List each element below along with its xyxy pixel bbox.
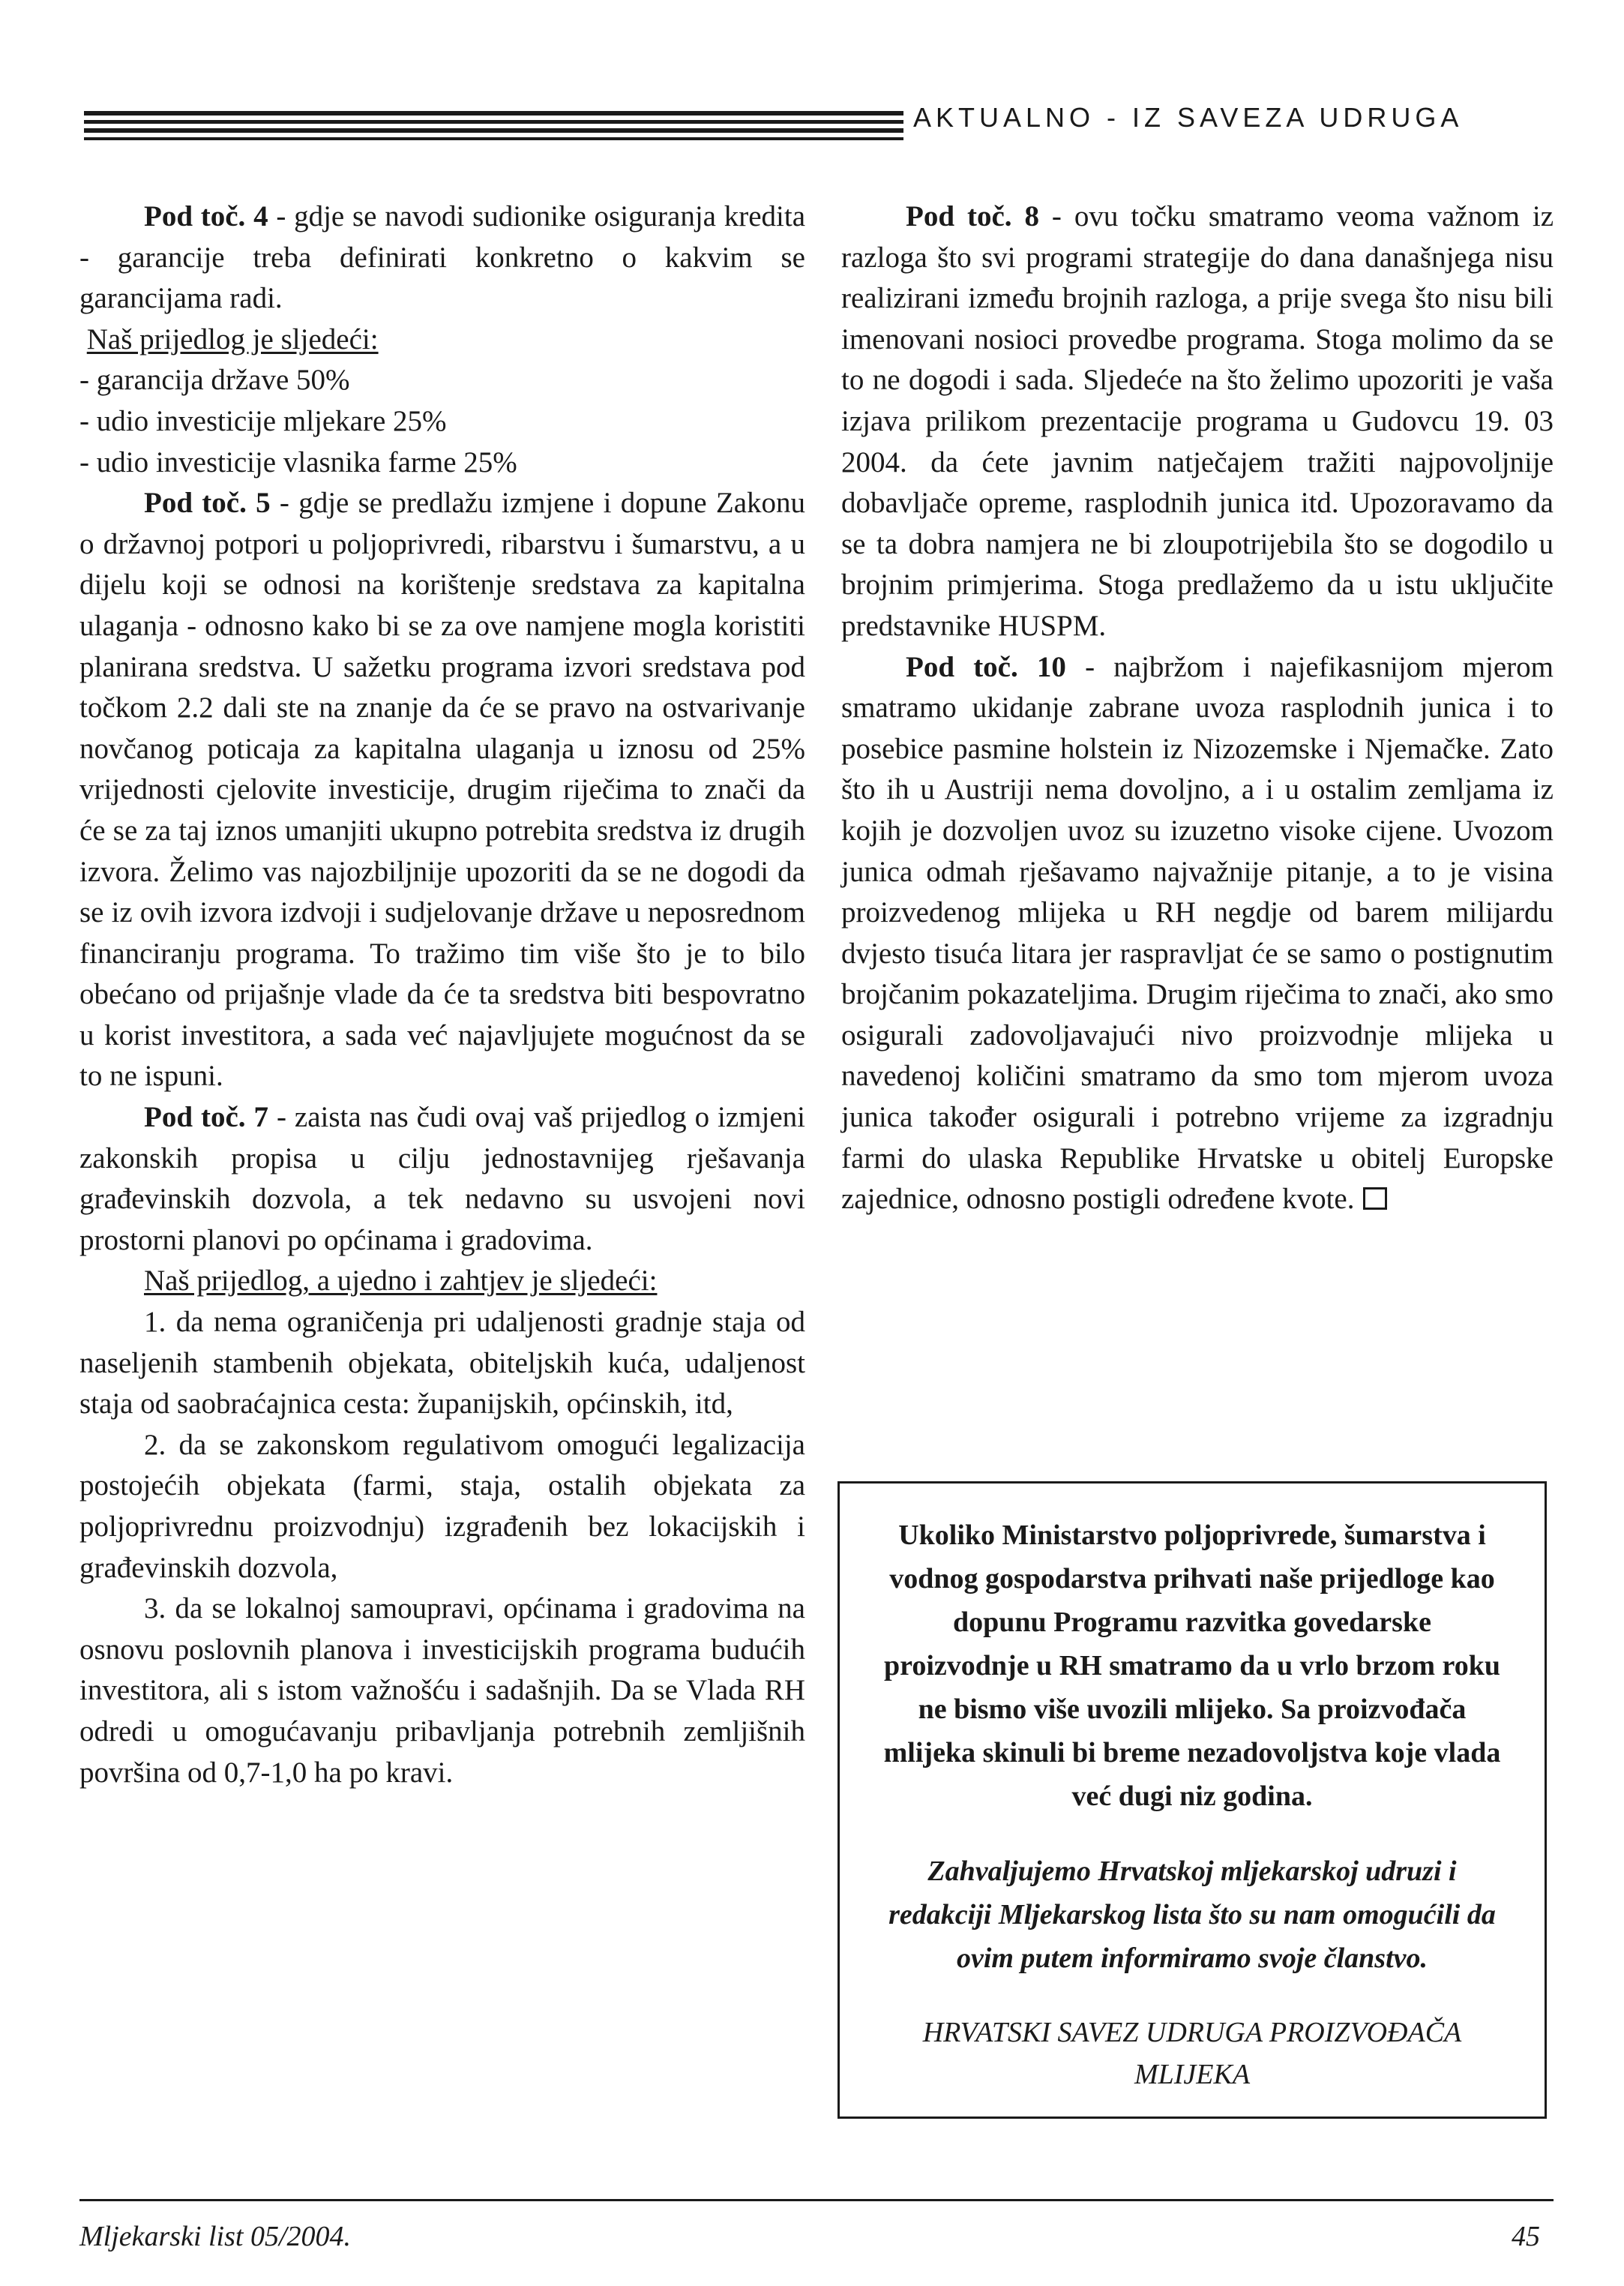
point-4-label: Pod toč. 4 xyxy=(144,200,268,232)
right-column xyxy=(841,196,1554,1220)
header-rules xyxy=(84,111,903,140)
left-column xyxy=(79,196,805,1793)
notice-signature: HRVATSKI SAVEZ UDRUGA PROIZVOĐAČA MLIJEKA xyxy=(922,2017,1462,2090)
demand-heading-text: Naš prijedlog, a ujedno i zahtjev je sljedeći: xyxy=(144,1264,658,1298)
bullet-item: - udio investicije vlasnika farme 25% xyxy=(79,446,517,478)
section-title: AKTUALNO - IZ SAVEZA UDRUGA xyxy=(913,102,1464,133)
numbered-item: 1. da nema ograničenja pri udaljenosti gradnje staja od naseljenih stambenih objekata, obiteljskih kuća, udaljenost staja od saobraćajnica cesta: županijskih, općinskih, itd, xyxy=(79,1306,805,1420)
numbered-item: 3. da se lokalnoj samoupravi, općinama i gradovima na osnovu poslovnih planova i investicijskih programa budućih investitora, ali s istom važnošću i sadašnjih. Da se Vlada RH odredi u omogućavanju pribavljanja potrebnih zemljišnih površina od 0,7-1,0 ha po kravi. xyxy=(79,1592,805,1789)
numbered-item: 2. da se zakonskom regulativom omogući legalizacija postojećih objekata (farmi, staja, ostalih objekata za poljoprivrednu proizvodnju) izgrađenih bez lokacijskih i građevinskih dozvola, xyxy=(79,1428,805,1584)
bullet-item: - garancija države 50% xyxy=(79,364,350,397)
notice-thanks: Zahvaljujemo Hrvatskoj mljekarskoj udruzi i redakciji Mljekarskog lista što su nam omogućili da ovim putem informiramo svoje članstvo. xyxy=(888,1856,1496,1974)
paragraph-point-8 xyxy=(841,196,1554,647)
point-8-label: Pod toč. 8 xyxy=(906,200,1039,232)
page-number: 45 xyxy=(1512,2221,1540,2252)
notice-box xyxy=(837,1481,1547,2119)
paragraph-point-5 xyxy=(79,483,805,1097)
point-8-text: - ovu točku smatramo veoma važnom iz razloga što svi programi strategije do dana današnjega nisu realizirani između brojnih razloga, a prije svega što nisu bili imenovani nosioci provedbe programa. Stoga molimo da se to ne dogodi i sada. Sljedeće na što želimo upozoriti je vaša izjava prilikom prezentacije programa u Gudovcu 19. 03 2004. da ćete javnim natječajem tražiti najpovoljnije dobavljače opreme, rasplodnih junica itd. Upozoravamo da se ta dobra namjera ne bi zloupotrijebila što se dogodilo u brojnim primjerima. Stoga predlažemo da u istu uključite predstavnike HUSPM. xyxy=(841,200,1554,642)
paragraph-point-10 xyxy=(841,647,1554,1220)
paragraph-point-4 xyxy=(79,196,805,320)
publication-name: Mljekarski list 05/2004. xyxy=(79,2221,352,2252)
proposal-heading xyxy=(79,320,805,361)
point-7-label: Pod toč. 7 xyxy=(144,1101,268,1134)
paragraph-point-7 xyxy=(79,1097,805,1261)
footer-rule xyxy=(79,2199,1554,2201)
bullet-item: - udio investicije mljekare 25% xyxy=(79,404,447,437)
proposal-heading-text: Naš prijedlog je sljedeći: xyxy=(86,322,379,356)
demand-heading xyxy=(79,1261,805,1302)
point-5-label: Pod toč. 5 xyxy=(144,487,271,520)
point-5-text: - gdje se predlažu izmjene i dopune Zakonu o državnoj potpori u poljoprivredi, ribarstvu i šumarstvu, a u dijelu koji se odnosi na korištenje sredstava za kapitalna ulaganja - odnosno kako bi se za ove namjene mogla koristiti planirana sredstva. U sažetku programa izvori sredstava pod točkom 2.2 dali ste na znanje da će se pravo na ostvarivanje novčanog poticaja za kapitalna ulaganja u iznosu od 25% vrijednosti cjelovite investicije, drugim riječima to znači da će se za taj iznos umanjiti ukupno potrebita sredstva iz drugih izvora. Želimo vas najozbiljnije upozoriti da se ne dogodi da se iz ovih izvora izdvoji i sudjelovanje države u neposrednom financiranju programa. To tražimo tim više što je to bilo obećano od prijašnje vlade da će ta sredstva biti bespovratno u korist investitora, a sada već najavljujete mogućnost da se to ne ispuni. xyxy=(79,487,806,1093)
end-of-article-icon xyxy=(1363,1187,1387,1210)
point-10-text: - najbržom i najefikasnijom mjerom smatramo ukidanje zabrane uvoza rasplodnih junica i to posebice pasmine holstein iz Nizozemske i Njemačke. Zato što ih u Austriji nema dovoljno, a i u ostalim zemljama iz kojih je dozvoljen uvoz su izuzetno visoke cijene. Uvozom junica odmah rješavamo najvažnije pitanje, a to je visina proizvedenog mlijeka u RH negdje od barem milijardu dvjesto tisuća litara jer raspravljat će se samo o postignutim brojčanim pokazateljima. Drugim riječima to znači, ako smo osigurali zadovoljavajući nivo proizvodnje mlijeka u navedenoj količini smatramo da smo tom mjerom uvoza junica također osigurali i potrebno vrijeme za izgradnju farmi do ulaska Republike Hrvatske u obitelj Europske zajednice, odnosno postigli određene kvote. xyxy=(841,650,1554,1216)
point-4-text: - gdje se navodi sudionike osiguranja kredita - garancije treba definirati konkretno o kakvim se garancijama radi. xyxy=(79,200,805,315)
point-10-label: Pod toč. 10 xyxy=(906,650,1066,683)
point-7-text: - zaista nas čudi ovaj vaš prijedlog o izmjeni zakonskih propisa u cilju jednostavnijeg rješavanja građevinskih dozvola, a tek nedavno su usvojeni novi prostorni planovi po općinama i gradovima. xyxy=(79,1101,806,1256)
notice-bold-text: Ukoliko Ministarstvo poljoprivrede, šumarstva i vodnog gospodarstva prihvati naše prijedloge kao dopunu Programu razvitka govedarske proizvodnje u RH smatramo da u vrlo brzom roku ne bismo više uvozili mlijeko. Sa proizvođača mlijeka skinuli bi breme nezadovoljstva koje vlada već dugi niz godina. xyxy=(883,1520,1501,1812)
